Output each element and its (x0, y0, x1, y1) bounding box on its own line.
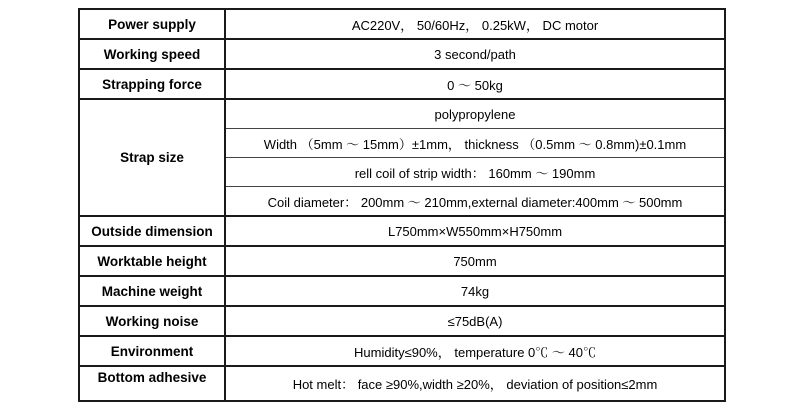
row-value: polypropylene (225, 99, 725, 129)
table-row (79, 306, 725, 336)
table-row (79, 9, 725, 39)
row-value: L750mm×W550mm×H750mm (225, 216, 725, 246)
table-row (79, 336, 725, 366)
table-row (79, 366, 725, 401)
row-value: 74kg (225, 276, 725, 306)
row-value: 0 ～ 50kg (225, 69, 725, 99)
row-label: Outside dimension (79, 216, 225, 246)
row-label: Environment (79, 336, 225, 366)
row-label: Strapping force (79, 69, 225, 99)
table-row (79, 69, 725, 99)
row-label: Working speed (79, 39, 225, 69)
row-label: Worktable height (79, 246, 225, 276)
table-row (79, 216, 725, 246)
table-row (79, 39, 725, 69)
row-value: rell coil of strip width： 160mm ～ 190mm (225, 158, 725, 187)
row-label: Power supply (79, 9, 225, 39)
row-value: 3 second/path (225, 39, 725, 69)
table-row (79, 276, 725, 306)
row-value: ≤75dB(A) (225, 306, 725, 336)
row-value: 750mm (225, 246, 725, 276)
row-label: Strap size (79, 99, 225, 216)
table-row (79, 99, 725, 129)
row-value: Humidity≤90%， temperature 0℃ ～ 40℃ (225, 336, 725, 366)
row-label: Machine weight (79, 276, 225, 306)
spec-table (78, 8, 726, 402)
table-row (79, 246, 725, 276)
row-value: Coil diameter： 200mm ～ 210mm,external diameter:400mm ～ 500mm (225, 187, 725, 217)
row-label: Bottom adhesive (79, 366, 225, 401)
row-value: AC220V， 50/60Hz， 0.25kW， DC motor (225, 9, 725, 39)
row-value: Width （5mm ～ 15mm）±1mm， thickness （0.5mm ～ 0.8mm)±0.1mm (225, 129, 725, 158)
row-label: Working noise (79, 306, 225, 336)
row-value: Hot melt： face ≥90%,width ≥20%， deviation of position≤2mm (225, 366, 725, 401)
